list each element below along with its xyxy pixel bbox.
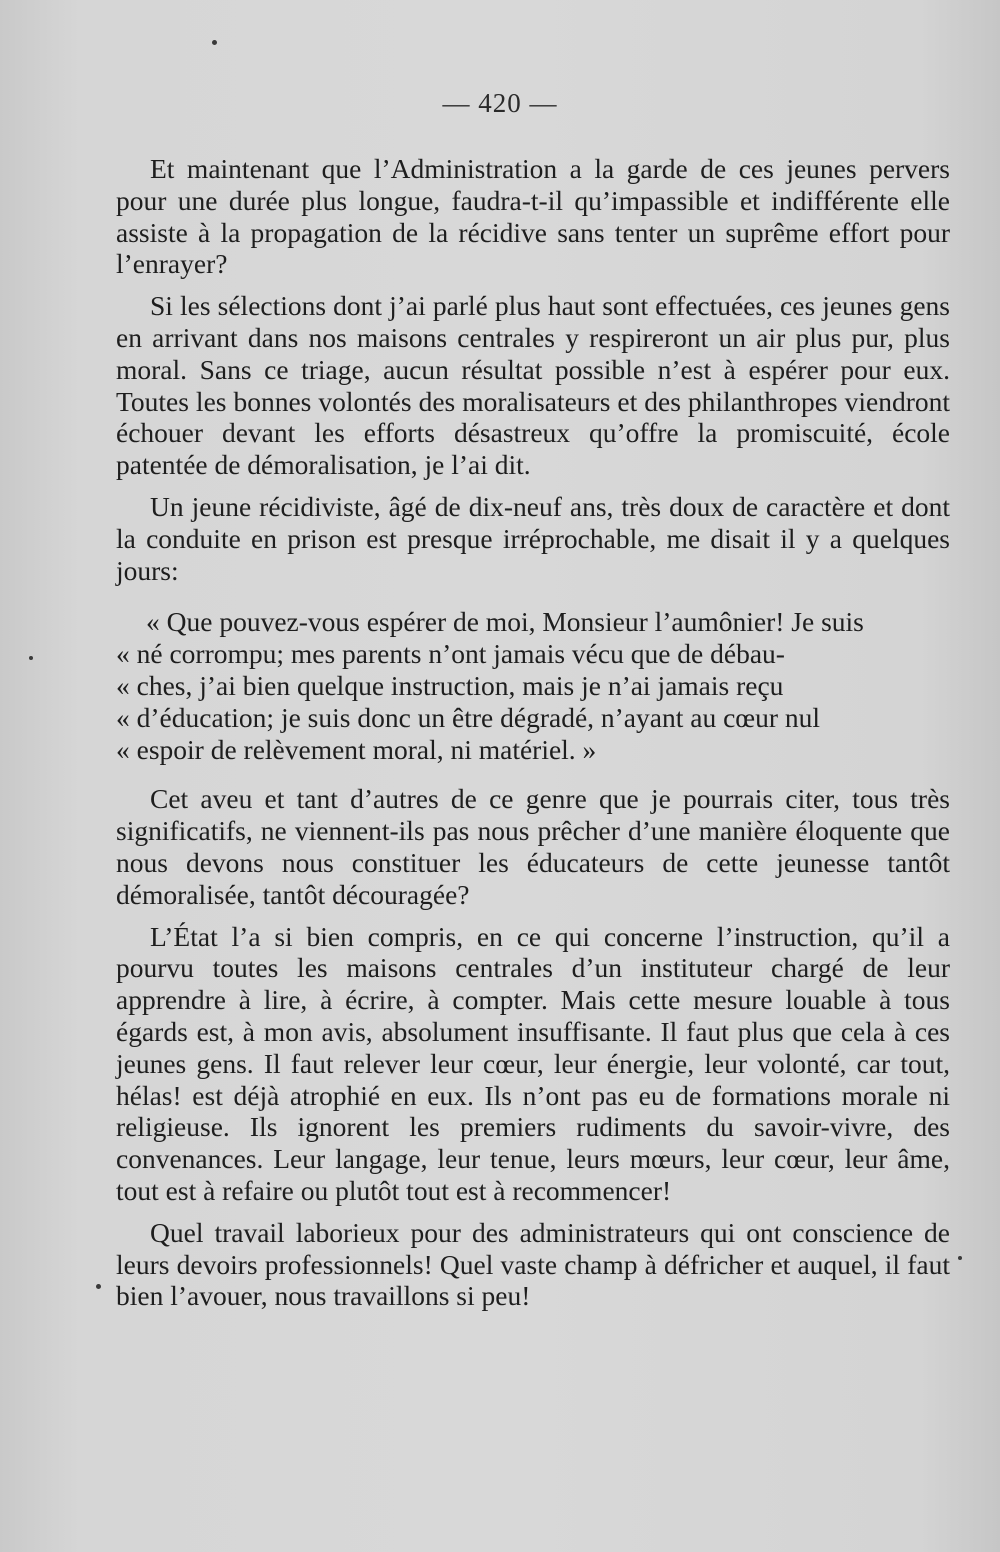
paragraph: Et maintenant que l’Administration a la garde de ces jeunes pervers pour une durée plus longue, faudra-t-il qu’impassible et indifférente elle assiste à la propagation de la récidive sans tenter un suprême effort pour l’enrayer? — [116, 153, 950, 280]
quote-line: « espoir de relèvement moral, ni matériel. » — [116, 733, 597, 765]
ink-speck — [29, 656, 33, 660]
quote-line: « d’éducation; je suis donc un être dégradé, n’ayant au cœur nul — [116, 701, 821, 733]
quote-line: « né corrompu; mes parents n’ont jamais vécu que de débau- — [116, 638, 785, 670]
page-number: — 420 — — [442, 88, 558, 118]
quotation — [116, 606, 950, 765]
paragraph: Cet aveu et tant d’autres de ce genre que je pourrais citer, tous très significatifs, ne viennent-ils pas nous prêcher d’une manière éloquente que nous devons nous constituer les éducateurs de cette jeunesse tantôt démoralisée, tantôt découragée? — [116, 783, 950, 910]
paragraph: Un jeune récidiviste, âgé de dix-neuf ans, très doux de caractère et dont la conduite en prison est presque irréprochable, me disait il y a quelques jours: — [116, 490, 950, 586]
ink-speck — [958, 1256, 962, 1260]
ink-speck — [212, 40, 217, 45]
ink-speck — [96, 1284, 101, 1289]
paragraph: Si les sélections dont j’ai parlé plus haut sont effectuées, ces jeunes gens en arrivant dans nos maisons centrales y respireront un air plus pur, plus moral. Sans ce triage, aucun résultat possible n’est à espérer pour eux. Toutes les bonnes volontés des moralisateurs et des philanthropes viendront échouer devant les efforts désastreux qu’offre la promiscuité, école patentée de démoralisation, je l’ai dit. — [116, 290, 950, 481]
paragraph: L’État l’a si bien compris, en ce qui concerne l’instruction, qu’il a pourvu toutes les maisons centrales d’un instituteur chargé de leur apprendre à lire, à écrire, à compter. Mais cette mesure louable à tous égards est, à mon avis, absolument insuffisante. Il faut plus que cela à ces jeunes gens. Il faut relever leur cœur, leur énergie, leur volonté, car tout, hélas! est déjà atrophié en eux. Ils n’ont pas eu de formations morale ni religieuse. Ils ignorent les premiers rudiments du savoir-vivre, des convenances. Leur langage, leur tenue, leurs mœurs, leur cœur, leur âme, tout est à refaire ou plutôt tout est à recommencer! — [116, 920, 950, 1206]
body-text — [116, 153, 950, 1322]
quote-line: « ches, j’ai bien quelque instruction, mais je n’ai jamais reçu — [116, 669, 784, 701]
paragraph: Quel travail laborieux pour des administrateurs qui ont conscience de leurs devoirs professionnels! Quel vaste champ à défricher et auquel, il faut bien l’avouer, nous travaillons si peu! — [116, 1216, 950, 1312]
quote-line: « Que pouvez-vous espérer de moi, Monsieur l’aumônier! Je suis — [146, 606, 864, 638]
